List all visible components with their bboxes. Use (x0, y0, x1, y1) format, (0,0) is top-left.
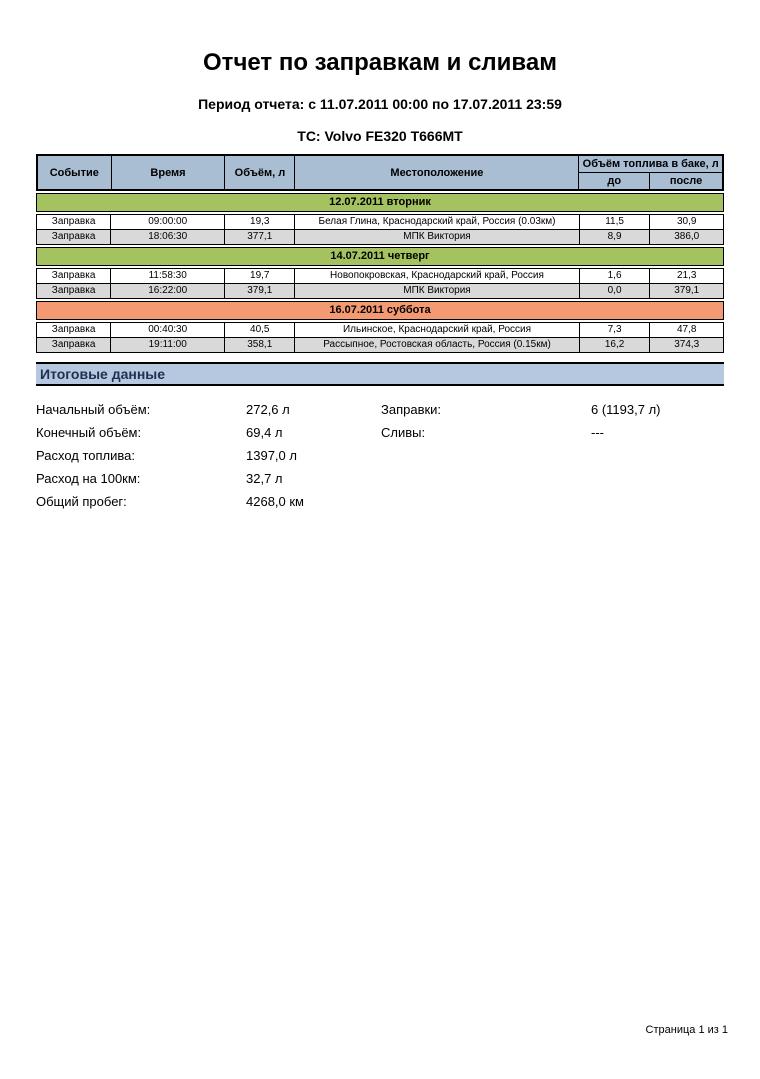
after-cell: 386,0 (650, 230, 724, 245)
volume-cell: 379,1 (225, 284, 295, 299)
summary-label: Заправки: (381, 402, 442, 417)
summary-row (36, 490, 724, 513)
table-row (37, 269, 724, 284)
event-cell: Заправка (37, 284, 111, 299)
event-cell: Заправка (37, 215, 111, 230)
column-header-tank-volume: Объём топлива в баке, л (579, 155, 723, 173)
column-header-time: Время (111, 155, 225, 190)
table-row (37, 284, 724, 299)
fuel-table-header (36, 154, 724, 191)
summary-value: 272,6 л (246, 402, 290, 417)
column-header-before: до (579, 173, 650, 191)
after-cell: 374,3 (650, 338, 724, 353)
time-cell: 19:11:00 (111, 338, 225, 353)
after-cell: 21,3 (650, 269, 724, 284)
summary-value: 6 (1193,7 л) (591, 402, 661, 417)
location-cell: Ильинское, Краснодарский край, Россия (295, 323, 579, 338)
vehicle-name: ТС: Volvo FE320 Т666МТ (297, 128, 463, 144)
time-cell: 11:58:30 (111, 269, 225, 284)
column-header-volume: Объём, л (225, 155, 295, 190)
report-period: Период отчета: с 11.07.2011 00:00 по 17.07.2011 23:59 (198, 96, 562, 112)
summary-grid (36, 398, 724, 513)
location-cell: Рассыпное, Ростовская область, Россия (0.15км) (295, 338, 579, 353)
volume-cell: 40,5 (225, 323, 295, 338)
time-cell: 16:22:00 (111, 284, 225, 299)
table-row (37, 230, 724, 245)
before-cell: 0,0 (579, 284, 650, 299)
time-cell: 09:00:00 (111, 215, 225, 230)
after-cell: 379,1 (650, 284, 724, 299)
summary-row (36, 421, 724, 444)
page-footer: Страница 1 из 1 (645, 1024, 728, 1036)
event-cell: Заправка (37, 269, 111, 284)
header-row-1 (37, 155, 723, 173)
summary-row (36, 467, 724, 490)
summary-label: Начальный объём: (36, 402, 151, 417)
after-cell: 30,9 (650, 215, 724, 230)
before-cell: 1,6 (579, 269, 650, 284)
time-cell: 18:06:30 (111, 230, 225, 245)
column-header-after: после (650, 173, 723, 191)
summary-label: Общий пробег: (36, 494, 127, 509)
event-cell: Заправка (37, 323, 111, 338)
group-rows-table (36, 322, 724, 353)
location-cell: Новопокровская, Краснодарский край, Россия (295, 269, 579, 284)
group-rows-table (36, 214, 724, 245)
before-cell: 8,9 (579, 230, 650, 245)
date-band: 14.07.2011 четверг (36, 247, 724, 266)
summary-row (36, 444, 724, 467)
summary-value: --- (591, 425, 604, 440)
event-cell: Заправка (37, 338, 111, 353)
location-cell: МПК Виктория (295, 230, 579, 245)
event-cell: Заправка (37, 230, 111, 245)
volume-cell: 19,3 (225, 215, 295, 230)
volume-cell: 377,1 (225, 230, 295, 245)
page-title: Отчет по заправкам и сливам (203, 49, 557, 76)
date-band: 12.07.2011 вторник (36, 193, 724, 212)
summary-title: Итоговые данные (36, 362, 724, 386)
volume-cell: 358,1 (225, 338, 295, 353)
location-cell: Белая Глина, Краснодарский край, Россия (0.03км) (295, 215, 579, 230)
after-cell: 47,8 (650, 323, 724, 338)
before-cell: 16,2 (579, 338, 650, 353)
summary-value: 1397,0 л (246, 448, 297, 463)
summary-row (36, 398, 724, 421)
table-row (37, 215, 724, 230)
table-row (37, 323, 724, 338)
summary-label: Сливы: (381, 425, 426, 440)
before-cell: 11,5 (579, 215, 650, 230)
group-rows-table (36, 268, 724, 299)
date-band: 16.07.2011 суббота (36, 301, 724, 320)
summary-value: 4268,0 км (246, 494, 304, 509)
column-header-location: Местоположение (295, 155, 579, 190)
summary-label: Конечный объём: (36, 425, 142, 440)
summary-label: Расход на 100км: (36, 471, 141, 486)
time-cell: 00:40:30 (111, 323, 225, 338)
before-cell: 7,3 (579, 323, 650, 338)
summary-label: Расход топлива: (36, 448, 135, 463)
table-groups (36, 193, 724, 353)
report-page (0, 0, 760, 513)
volume-cell: 19,7 (225, 269, 295, 284)
column-header-event: Событие (37, 155, 111, 190)
summary-value: 69,4 л (246, 425, 283, 440)
location-cell: МПК Виктория (295, 284, 579, 299)
summary-value: 32,7 л (246, 471, 283, 486)
table-row (37, 338, 724, 353)
